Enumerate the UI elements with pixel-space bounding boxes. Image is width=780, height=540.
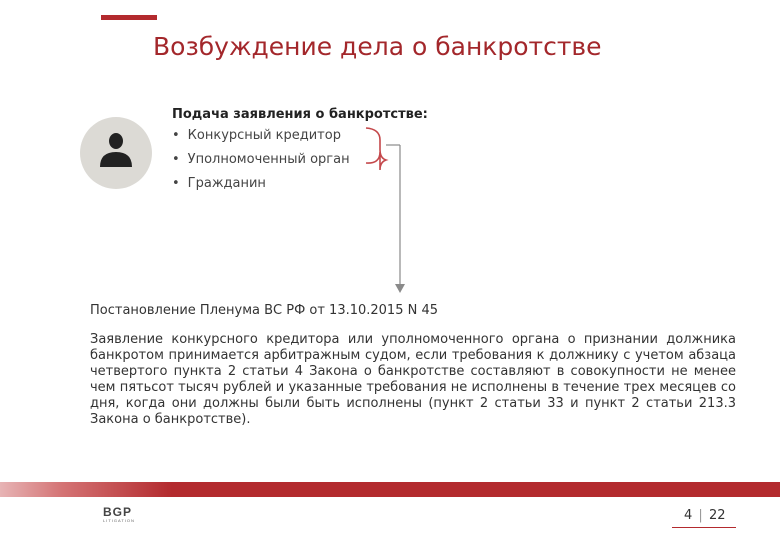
page-title: Возбуждение дела о банкротстве	[153, 32, 602, 61]
page-current: 4	[684, 508, 693, 523]
body-paragraph: Заявление конкурсного кредитора или уполномоченного органа о признании должника банкротом принимается арбитражным судом, если требования к должнику с учетом абзаца четвертого пункта 2 статьи 4 Закона о банкротстве составляют в совокупности не менее чем пятьсот тысяч рублей и указанные требования не исполнены в течение трех месяцев со дня, когда они должны были быть исполнены (пункт 2 статьи 33 и пункт 2 статьи 213.3 Закона о банкротстве).	[90, 332, 736, 427]
page-separator: |	[698, 508, 703, 523]
list-item: • Конкурсный кредитор	[172, 128, 350, 152]
logo-wordmark: BGP	[103, 505, 133, 519]
page-indicator	[684, 508, 726, 523]
company-logo	[103, 506, 139, 524]
page-total: 22	[708, 508, 726, 523]
logo-subtext: LITIGATION	[103, 518, 135, 523]
bracket-icon	[366, 128, 386, 170]
list-item: • Гражданин	[172, 176, 350, 200]
filing-heading: Подача заявления о банкротстве:	[172, 107, 428, 122]
list-item: • Уполномоченный орган	[172, 152, 350, 176]
page-indicator-rule	[672, 527, 736, 528]
footer-stripe	[0, 482, 780, 497]
arrow-down-icon	[395, 284, 405, 293]
resolution-reference: Постановление Пленума ВС РФ от 13.10.2015 N 45	[90, 303, 439, 318]
